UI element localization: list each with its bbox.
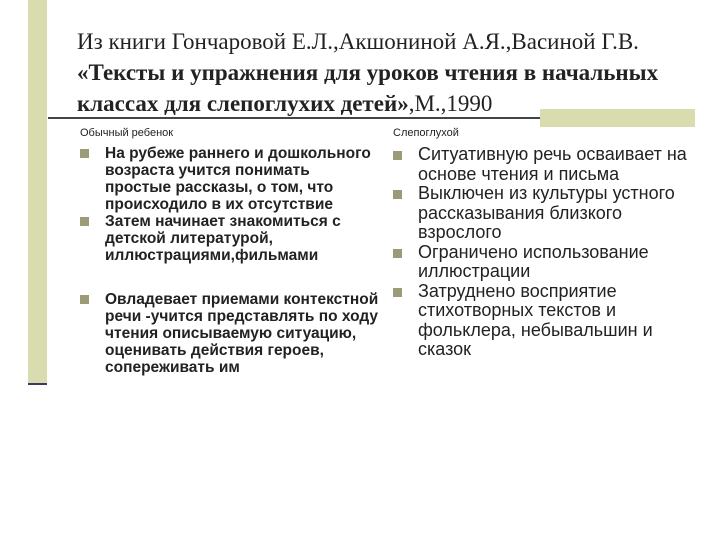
title-line-1: Из книги Гончаровой Е.Л.,Акшониной А.Я.,Васиной Г.В. (77, 29, 639, 54)
list-item (393, 243, 693, 282)
title-divider (48, 117, 540, 119)
square-bullet-icon (80, 149, 89, 158)
list-item (80, 291, 380, 376)
left-column-list (80, 145, 380, 376)
title-divider-accent (540, 109, 695, 127)
list-item-text: Ограничено использование иллюстрации (418, 241, 649, 281)
title-book-name: «Тексты и упражнения для уроков чтения в начальных классах для слепоглухих детей» (77, 60, 659, 116)
title-publication: ,М.,1990 (408, 91, 493, 116)
square-bullet-icon (393, 288, 402, 297)
right-column-header: Слепоглухой (393, 127, 459, 139)
left-column-header: Обычный ребенок (80, 127, 174, 139)
square-bullet-icon (393, 151, 402, 160)
right-column-list (393, 145, 693, 360)
list-item (80, 145, 380, 213)
list-item (393, 145, 693, 184)
list-item-text: Овладевает приемами контекстной речи -учится представлять по ходу чтения описываемую ситуацию, оценивать действия героев, сопереживать им (105, 291, 379, 376)
list-item-text: Затруднено восприятие стихотворных текстов и фольклера, небывальшин и сказок (418, 280, 653, 359)
square-bullet-icon (80, 217, 89, 226)
list-item-text: На рубеже раннего и дошкольного возраста учится понимать простые рассказы, о том, что происходило в их отсутствие (105, 145, 371, 213)
square-bullet-icon (393, 249, 402, 258)
decorative-side-bar (28, 0, 47, 383)
square-bullet-icon (80, 295, 89, 304)
list-item (80, 213, 380, 264)
list-item-text: Ситуативную речь осваивает на основе чтения и письма (418, 144, 687, 184)
side-bar-rule (28, 383, 47, 385)
slide-title (77, 26, 697, 119)
list-item-text: Выключен из культуры устного рассказывания близкого взрослого (418, 183, 675, 242)
list-item (393, 282, 693, 360)
square-bullet-icon (393, 190, 402, 199)
list-item (393, 184, 693, 243)
list-item-text: Затем начинает знакомиться с детской литературой, иллюстрациями,фильмами (105, 213, 341, 264)
